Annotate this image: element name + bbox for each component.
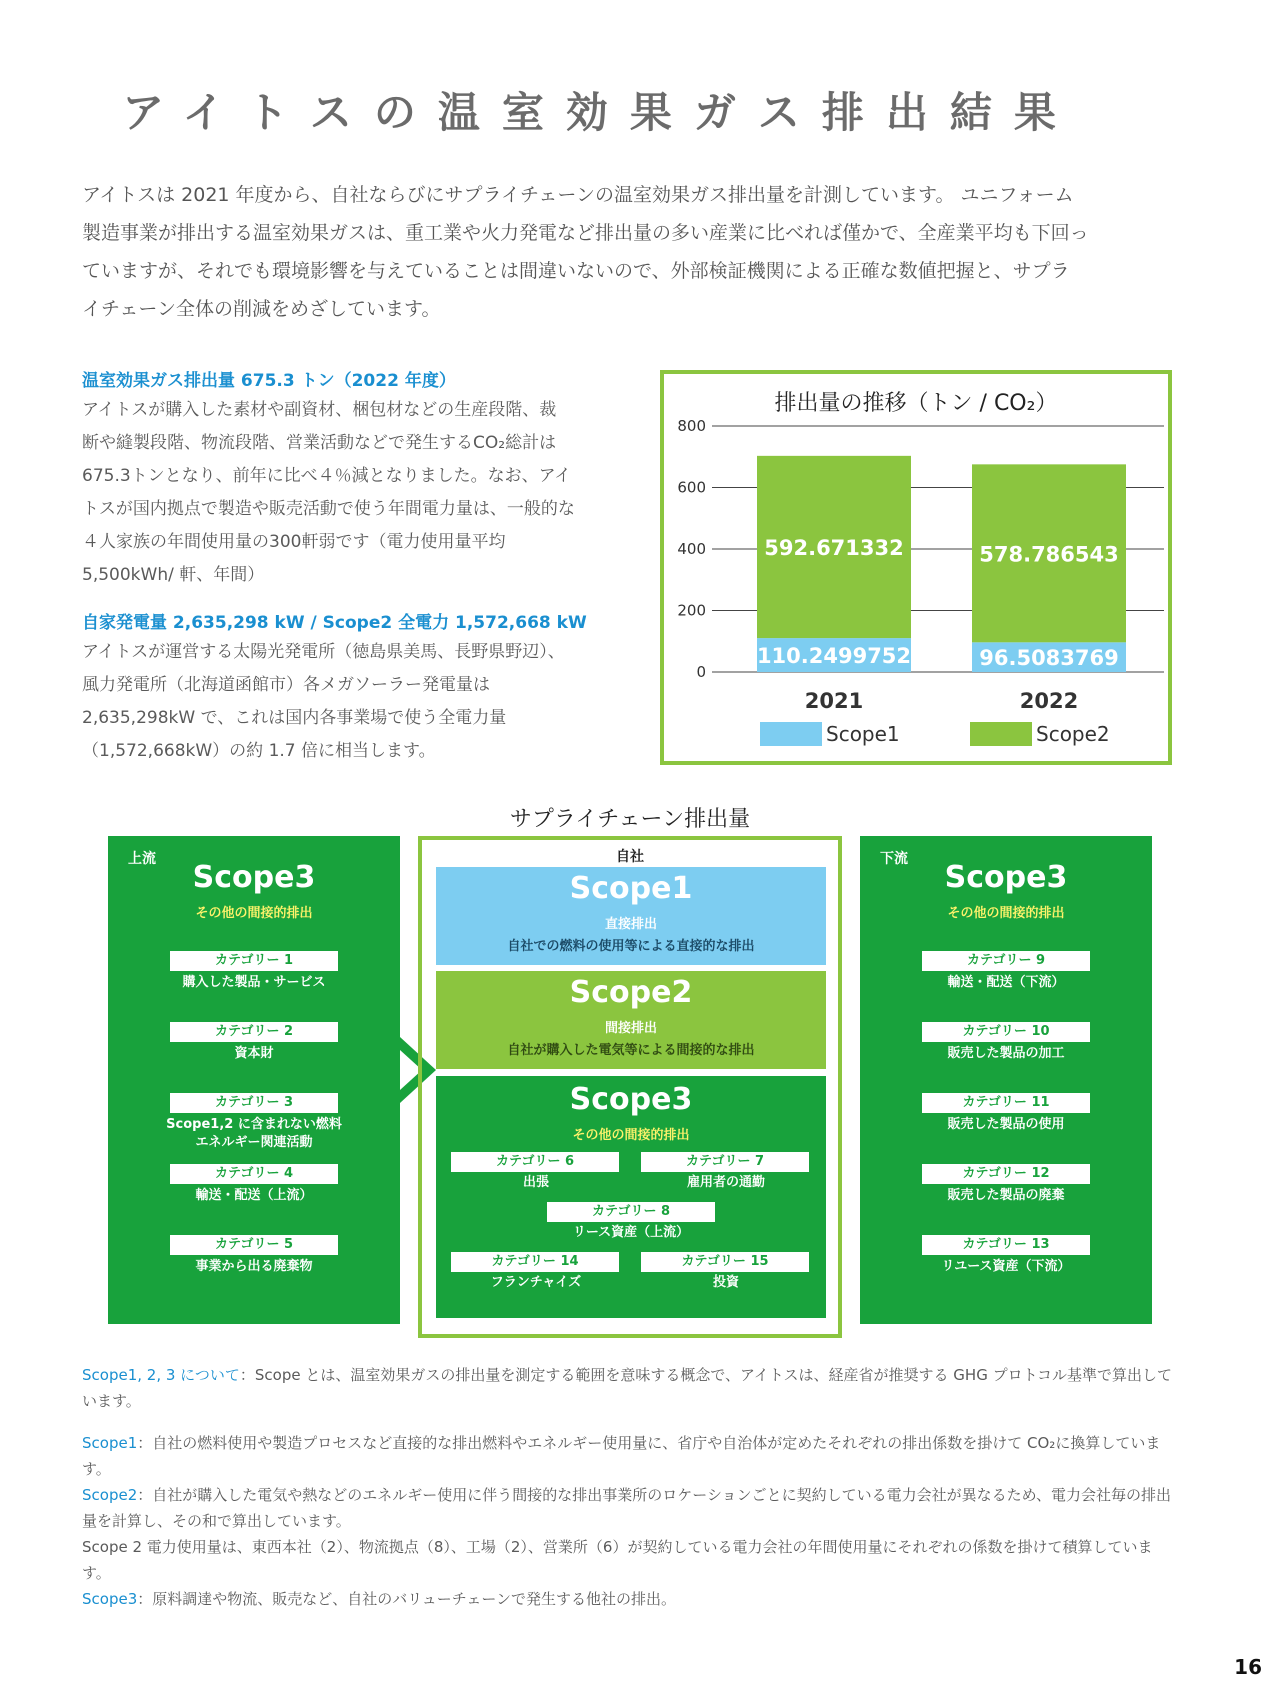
- power-body: [82, 636, 622, 768]
- scope1-box: [436, 867, 826, 965]
- body-line: 風力発電所（北海道函館市）各メガソーラー発電量は: [82, 675, 490, 695]
- category-label: カテゴリー 10: [922, 1022, 1090, 1042]
- x-tick-label: 2021: [804, 689, 864, 713]
- category-desc: リユース資産（下流）: [941, 1259, 1071, 1274]
- body-line: 2,635,298kW で、これは国内各事業場で使う全電力量: [82, 708, 507, 728]
- body-line: 5,500kWh/ 軒、年間）: [82, 565, 265, 585]
- intro-text: [82, 176, 1172, 328]
- scope1-sub: 直接排出: [604, 917, 657, 932]
- category-desc: 輸送・配送（上流）: [195, 1188, 313, 1203]
- body-line: 675.3トンとなり、前年に比べ４％減となりました。なお、アイ: [82, 466, 572, 486]
- y-tick-label: 0: [696, 663, 706, 681]
- category-desc: 資本財: [234, 1046, 274, 1061]
- category-label: カテゴリー 3: [170, 1093, 338, 1113]
- intro-line: 製造事業が排出する温室効果ガスは、重工業や火力発電など排出量の多い産業に比べれば僅かで、全産業平均も下回っ: [82, 222, 1089, 244]
- category-label: カテゴリー 5: [170, 1235, 338, 1255]
- note-label: Scope1, 2, 3 について: [82, 1366, 240, 1384]
- intro-line: アイトスは 2021 年度から、自社ならびにサプライチェーンの温室効果ガス排出量を計測しています。 ユニフォーム: [82, 184, 1074, 206]
- category-label: カテゴリー 1: [170, 951, 338, 971]
- scope2-sub: 間接排出: [604, 1021, 657, 1036]
- category-desc: フランチャイズ: [490, 1275, 582, 1290]
- legend-swatch: [760, 722, 822, 746]
- category-desc: 購入した製品・サービス: [182, 975, 326, 990]
- category-label: カテゴリー 8: [547, 1202, 715, 1222]
- emission-chart: [660, 370, 1172, 765]
- scope2-title: Scope2: [569, 975, 693, 1010]
- scope1-title: Scope1: [569, 871, 693, 906]
- upstream-scope-title: Scope3: [192, 860, 316, 895]
- supply-chain-title: サプライチェーン排出量: [509, 807, 751, 832]
- data-label: 110.2499752: [756, 644, 912, 669]
- category-label: カテゴリー 14: [451, 1252, 619, 1272]
- category-desc: 輸送・配送（下流）: [947, 975, 1065, 990]
- downstream-scope-sub: その他の間接的排出: [947, 906, 1065, 921]
- body-line: トスが国内拠点で製造や販売活動で使う年間電力量は、一般的な: [82, 499, 575, 519]
- category-label: カテゴリー 13: [922, 1235, 1090, 1255]
- note-about: [82, 1362, 1172, 1414]
- scope3-sub: その他の間接的排出: [572, 1128, 690, 1143]
- category-desc: 販売した製品の廃棄: [947, 1188, 1065, 1203]
- category-desc: 事業から出る廃棄物: [195, 1259, 313, 1274]
- upstream-tag: 上流: [128, 851, 156, 867]
- scope3-title: Scope3: [569, 1082, 693, 1117]
- note-text: ：Scope とは、温室効果ガスの排出量を測定する範囲を意味する概念で、アイトスは、経産省が推奨する GHG プロトコル基準で算出しています。: [82, 1366, 1173, 1410]
- upstream-panel: [108, 836, 400, 1324]
- power-heading: 自家発電量 2,635,298 kW / Scope2 全電力 1,572,668 kW: [82, 613, 587, 633]
- legend-swatch: [970, 722, 1032, 746]
- intro-line: イチェーン全体の削減をめざしています。: [82, 298, 441, 320]
- category-label: カテゴリー 2: [170, 1022, 338, 1042]
- company-tag: 自社: [616, 849, 644, 865]
- category-desc: 投資: [712, 1275, 739, 1290]
- category-desc: 販売した製品の加工: [947, 1046, 1065, 1061]
- data-label: 592.671332: [764, 535, 904, 560]
- company-panel: [418, 836, 842, 1338]
- page-title: アイトスの温室効果ガス排出結果: [122, 88, 1078, 137]
- body-line: （1,572,668kW）の約 1.7 倍に相当します。: [82, 741, 436, 761]
- emission-body: [82, 394, 622, 592]
- category-label: カテゴリー 12: [922, 1164, 1090, 1184]
- category-label: カテゴリー 4: [170, 1164, 338, 1184]
- y-tick-label: 400: [677, 540, 706, 558]
- chart-svg: [664, 374, 1168, 761]
- emission-heading: 温室効果ガス排出量 675.3 トン（2022 年度）: [82, 371, 456, 391]
- note-scopes: [82, 1430, 1172, 1612]
- x-tick-label: 2022: [1019, 689, 1079, 713]
- downstream-tag: 下流: [880, 851, 908, 867]
- note-label: Scope3: [82, 1590, 138, 1608]
- data-label: 578.786543: [979, 542, 1119, 567]
- chart-title: 排出量の推移（トン / CO₂）: [774, 391, 1058, 416]
- category-label: カテゴリー 6: [451, 1152, 619, 1172]
- data-label: 96.5083769: [979, 646, 1119, 671]
- category-desc: リース資産（上流）: [572, 1225, 690, 1240]
- note-text: ：自社が購入した電気や熱などのエネルギー使用に伴う間接的な排出事業所のロケーションごとに契約している電力会社が異なるため、電力会社毎の排出量を計算し、その和で算出しています。: [82, 1486, 1172, 1530]
- category-label: カテゴリー 7: [641, 1152, 809, 1172]
- category-desc: Scope1,2 に含まれない燃料 エネルギー関連活動: [166, 1117, 342, 1150]
- page-number: 16: [1234, 1655, 1262, 1679]
- intro-line: ていますが、それでも環境影響を与えていることは間違いないので、外部検証機関による正確な数値把握と、サプラ: [82, 260, 1070, 282]
- note-text: Scope 2 電力使用量は、東西本社（2）、物流拠点（8）、工場（2）、営業所（6）が契約している電力会社の年間使用量にそれぞれの係数を掛けて積算しています。: [82, 1538, 1153, 1582]
- downstream-panel: [860, 836, 1152, 1324]
- note-label: Scope1: [82, 1434, 138, 1452]
- y-tick-label: 200: [677, 601, 706, 620]
- category-label: カテゴリー 15: [641, 1252, 809, 1272]
- y-tick-label: 600: [677, 478, 706, 497]
- legend-label: Scope1: [826, 722, 900, 746]
- body-line: アイトスが運営する太陽光発電所（徳島県美馬、長野県野辺）、: [82, 642, 565, 662]
- category-label: カテゴリー 11: [922, 1093, 1090, 1113]
- category-desc: 雇用者の通勤: [686, 1175, 765, 1190]
- scope1-desc: 自社での燃料の使用等による直接的な排出: [507, 939, 755, 954]
- body-line: 断や縫製段階、物流段階、営業活動などで発生するCO₂総計は: [82, 433, 557, 453]
- body-line: アイトスが購入した素材や副資材、梱包材などの生産段階、裁: [82, 400, 557, 420]
- category-label: カテゴリー 9: [922, 951, 1090, 971]
- scope2-desc: 自社が購入した電気等による間接的な排出: [507, 1043, 755, 1058]
- body-line: ４人家族の年間使用量の300軒弱です（電力使用量平均: [82, 532, 506, 552]
- upstream-scope-sub: その他の間接的排出: [195, 906, 313, 921]
- y-tick-label: 800: [677, 417, 706, 435]
- scope3-box: [436, 1076, 826, 1318]
- note-label: Scope2: [82, 1486, 138, 1504]
- note-text: ：自社の燃料使用や製造プロセスなど直接的な排出燃料やエネルギー使用量に、省庁や自治体が定めたそれぞれの排出係数を掛けて CO₂に換算しています。: [82, 1434, 1161, 1478]
- downstream-scope-title: Scope3: [944, 860, 1068, 895]
- scope2-box: [436, 971, 826, 1069]
- legend-label: Scope2: [1036, 722, 1110, 746]
- category-desc: 販売した製品の使用: [947, 1117, 1065, 1132]
- note-text: ：原料調達や物流、販売など、自社のバリューチェーンで発生する他社の排出。: [137, 1590, 677, 1608]
- category-desc: 出張: [522, 1175, 549, 1190]
